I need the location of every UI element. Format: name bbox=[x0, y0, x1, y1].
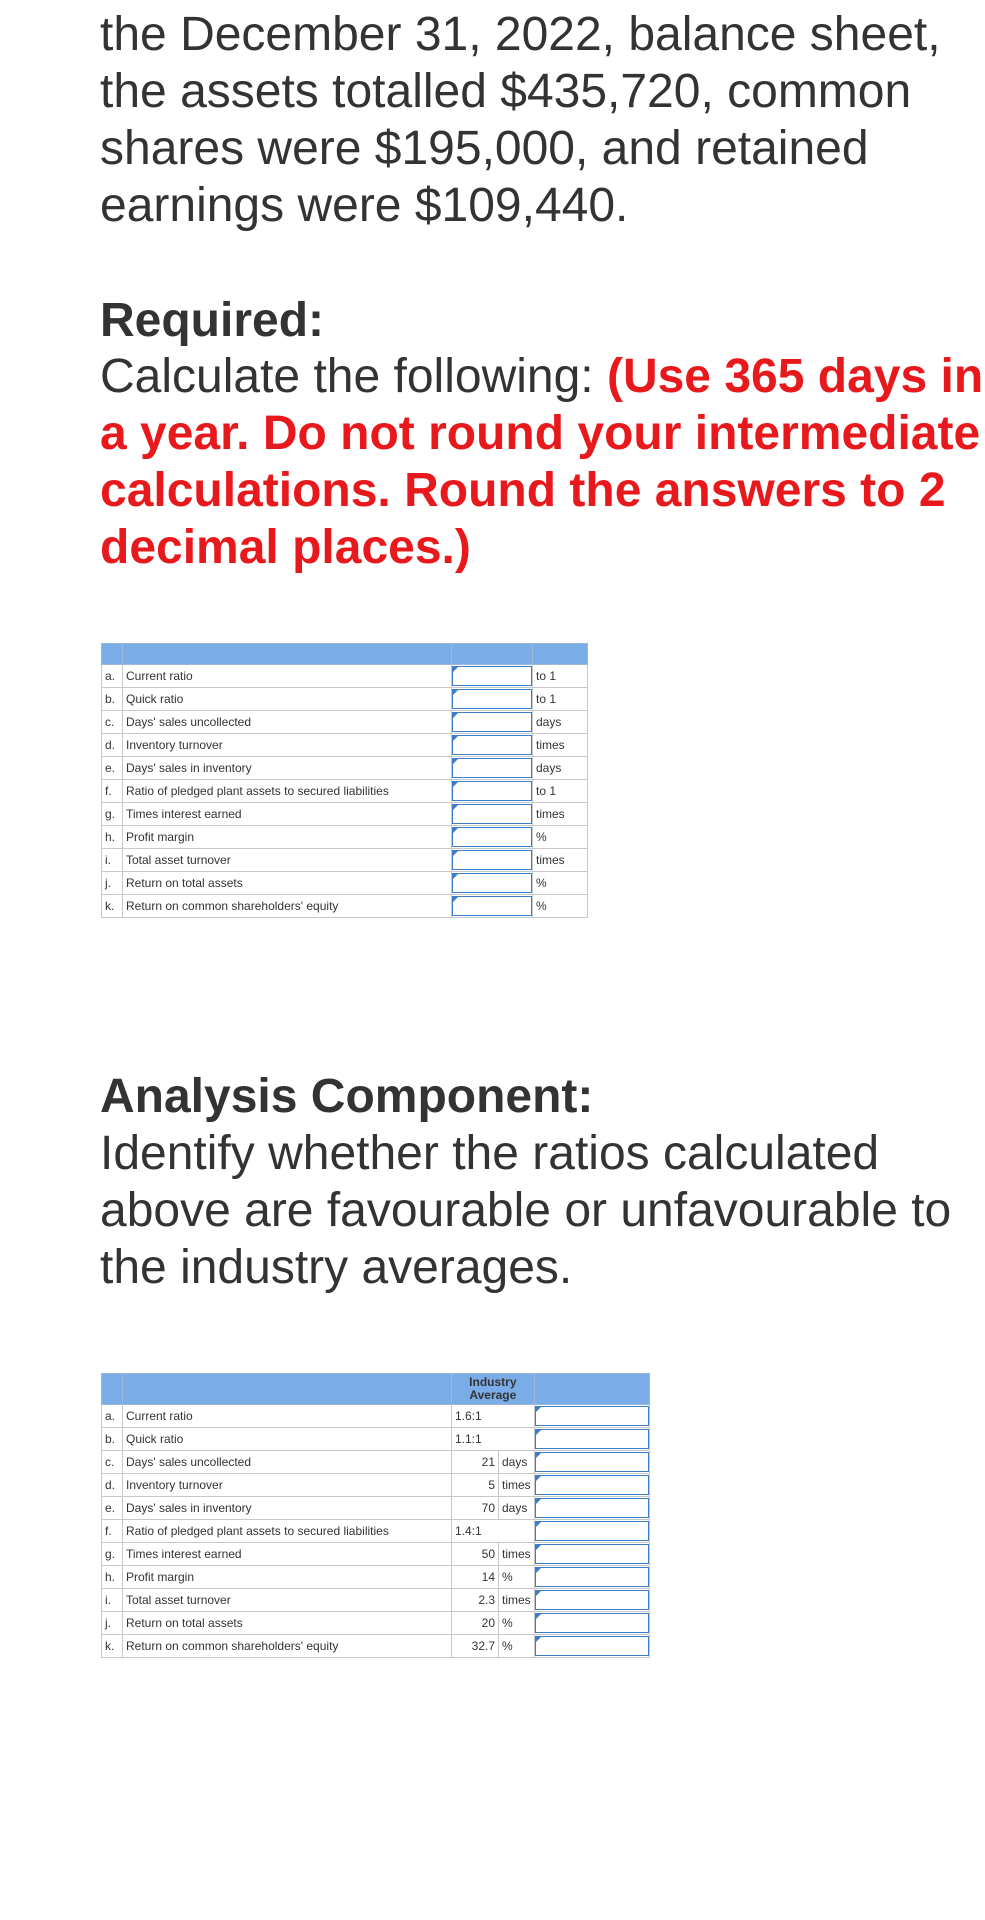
input-marker-icon bbox=[453, 804, 459, 810]
favourable-select-input[interactable] bbox=[535, 1544, 649, 1564]
row-unit: to 1 bbox=[533, 688, 588, 711]
row-letter: i. bbox=[102, 849, 123, 872]
row-label: Times interest earned bbox=[123, 1543, 452, 1566]
table-row bbox=[102, 1612, 650, 1635]
row-letter: e. bbox=[102, 1497, 123, 1520]
industry-average-unit: days bbox=[499, 1497, 535, 1520]
industry-average-value: 32.7 bbox=[452, 1635, 499, 1658]
row-letter: c. bbox=[102, 711, 123, 734]
intro-paragraph: the December 31, 2022, balance sheet, the assets totalled $435,720, common shares were $195,000, and retained earnings were $109,440. bbox=[100, 8, 941, 232]
industry-average-value: 2.3 bbox=[452, 1589, 499, 1612]
required-lead: Calculate the following: bbox=[100, 350, 607, 403]
row-letter: f. bbox=[102, 780, 123, 803]
input-marker-icon bbox=[453, 827, 459, 833]
answer-input[interactable] bbox=[452, 735, 532, 755]
input-marker-icon bbox=[453, 689, 459, 695]
answer-cell bbox=[452, 826, 533, 849]
table-row bbox=[102, 757, 588, 780]
row-unit: days bbox=[533, 711, 588, 734]
table-row bbox=[102, 1497, 650, 1520]
table-row bbox=[102, 1405, 650, 1428]
favourable-select-input[interactable] bbox=[535, 1590, 649, 1610]
row-unit: % bbox=[533, 895, 588, 918]
answer-input[interactable] bbox=[452, 689, 532, 709]
row-letter: d. bbox=[102, 734, 123, 757]
input-marker-icon bbox=[453, 666, 459, 672]
row-letter: h. bbox=[102, 1566, 123, 1589]
industry-average-value: 5 bbox=[452, 1474, 499, 1497]
row-label: Ratio of pledged plant assets to secured liabilities bbox=[123, 1520, 452, 1543]
answer-cell bbox=[452, 757, 533, 780]
favourable-select-cell bbox=[534, 1543, 649, 1566]
row-unit: times bbox=[533, 734, 588, 757]
favourable-select-input[interactable] bbox=[535, 1521, 649, 1541]
answer-input[interactable] bbox=[452, 827, 532, 847]
table-row bbox=[102, 1543, 650, 1566]
favourable-select-input[interactable] bbox=[535, 1498, 649, 1518]
industry-average-value: 21 bbox=[452, 1451, 499, 1474]
row-label: Total asset turnover bbox=[123, 849, 452, 872]
input-marker-icon bbox=[536, 1429, 542, 1435]
row-label: Inventory turnover bbox=[123, 734, 452, 757]
input-marker-icon bbox=[453, 850, 459, 856]
row-unit: to 1 bbox=[533, 665, 588, 688]
row-label: Current ratio bbox=[123, 665, 452, 688]
table-row bbox=[102, 711, 588, 734]
row-letter: b. bbox=[102, 1428, 123, 1451]
row-letter: c. bbox=[102, 1451, 123, 1474]
row-label: Return on total assets bbox=[123, 1612, 452, 1635]
input-marker-icon bbox=[536, 1613, 542, 1619]
input-marker-icon bbox=[536, 1636, 542, 1642]
input-marker-icon bbox=[536, 1452, 542, 1458]
favourable-select-cell bbox=[534, 1520, 649, 1543]
answer-cell bbox=[452, 895, 533, 918]
row-label: Profit margin bbox=[123, 1566, 452, 1589]
input-marker-icon bbox=[536, 1590, 542, 1596]
row-label: Return on common shareholders' equity bbox=[123, 895, 452, 918]
industry-average-value: 20 bbox=[452, 1612, 499, 1635]
input-marker-icon bbox=[536, 1475, 542, 1481]
row-label: Days' sales in inventory bbox=[123, 1497, 452, 1520]
industry-average-header-line2: Average bbox=[469, 1388, 517, 1402]
industry-average-unit: days bbox=[499, 1451, 535, 1474]
row-label: Profit margin bbox=[123, 826, 452, 849]
table-row bbox=[102, 1428, 650, 1451]
answer-cell bbox=[452, 711, 533, 734]
industry-average-unit: % bbox=[499, 1612, 535, 1635]
favourable-select-cell bbox=[534, 1589, 649, 1612]
required-rounding-note: (Use 365 days in a year. Do not round your intermediate calculations. Round the answers to 2 decimal places.) bbox=[100, 350, 984, 574]
answer-cell bbox=[452, 803, 533, 826]
required-instructions bbox=[100, 348, 985, 576]
favourable-select-input[interactable] bbox=[535, 1475, 649, 1495]
row-unit: times bbox=[533, 803, 588, 826]
industry-comparison-table bbox=[101, 1373, 650, 1658]
industry-average-value: 1.1:1 bbox=[452, 1428, 535, 1451]
row-label: Ratio of pledged plant assets to secured liabilities bbox=[123, 780, 452, 803]
row-letter: j. bbox=[102, 1612, 123, 1635]
answer-cell bbox=[452, 780, 533, 803]
industry-average-value: 70 bbox=[452, 1497, 499, 1520]
input-marker-icon bbox=[453, 896, 459, 902]
table-row bbox=[102, 826, 588, 849]
ratio-calculation-table bbox=[101, 643, 588, 918]
required-heading: Required: bbox=[100, 294, 325, 347]
favourable-select-cell bbox=[534, 1497, 649, 1520]
row-letter: j. bbox=[102, 872, 123, 895]
row-label: Quick ratio bbox=[123, 688, 452, 711]
favourable-select-cell bbox=[534, 1612, 649, 1635]
input-marker-icon bbox=[536, 1544, 542, 1550]
answer-input[interactable] bbox=[452, 873, 532, 893]
answer-cell bbox=[452, 688, 533, 711]
row-unit: times bbox=[533, 849, 588, 872]
table-row bbox=[102, 872, 588, 895]
row-label: Total asset turnover bbox=[123, 1589, 452, 1612]
analysis-instructions: Identify whether the ratios calculated above are favourable or unfavourable to the industry averages. bbox=[100, 1127, 952, 1294]
input-marker-icon bbox=[536, 1567, 542, 1573]
row-letter: b. bbox=[102, 688, 123, 711]
table-header-row bbox=[102, 1374, 650, 1405]
favourable-select-input[interactable] bbox=[535, 1406, 649, 1426]
table-row bbox=[102, 895, 588, 918]
row-letter: g. bbox=[102, 803, 123, 826]
row-letter: h. bbox=[102, 826, 123, 849]
favourable-select-cell bbox=[534, 1635, 649, 1658]
row-label: Return on common shareholders' equity bbox=[123, 1635, 452, 1658]
answer-cell bbox=[452, 665, 533, 688]
row-label: Current ratio bbox=[123, 1405, 452, 1428]
table-row bbox=[102, 734, 588, 757]
analysis-heading: Analysis Component: bbox=[100, 1070, 594, 1123]
row-label: Days' sales uncollected bbox=[123, 1451, 452, 1474]
answer-input[interactable] bbox=[452, 666, 532, 686]
row-unit: % bbox=[533, 826, 588, 849]
table-row bbox=[102, 803, 588, 826]
answer-cell bbox=[452, 849, 533, 872]
favourable-select-cell bbox=[534, 1405, 649, 1428]
answer-input[interactable] bbox=[452, 804, 532, 824]
row-label: Days' sales in inventory bbox=[123, 757, 452, 780]
row-letter: k. bbox=[102, 895, 123, 918]
answer-cell bbox=[452, 872, 533, 895]
input-marker-icon bbox=[536, 1521, 542, 1527]
input-marker-icon bbox=[453, 735, 459, 741]
answer-cell bbox=[452, 734, 533, 757]
input-marker-icon bbox=[453, 712, 459, 718]
row-label: Days' sales uncollected bbox=[123, 711, 452, 734]
industry-average-unit: times bbox=[499, 1543, 535, 1566]
row-letter: g. bbox=[102, 1543, 123, 1566]
industry-average-unit: times bbox=[499, 1589, 535, 1612]
answer-input[interactable] bbox=[452, 850, 532, 870]
industry-average-value: 1.4:1 bbox=[452, 1520, 535, 1543]
row-label: Return on total assets bbox=[123, 872, 452, 895]
table-row bbox=[102, 1520, 650, 1543]
industry-average-header-line1: Industry bbox=[469, 1375, 517, 1389]
row-letter: e. bbox=[102, 757, 123, 780]
answer-input[interactable] bbox=[452, 758, 532, 778]
row-label: Quick ratio bbox=[123, 1428, 452, 1451]
table-row bbox=[102, 665, 588, 688]
favourable-select-cell bbox=[534, 1566, 649, 1589]
table-row bbox=[102, 1474, 650, 1497]
table-row bbox=[102, 780, 588, 803]
row-label: Times interest earned bbox=[123, 803, 452, 826]
answer-input[interactable] bbox=[452, 712, 532, 732]
favourable-select-input[interactable] bbox=[535, 1613, 649, 1633]
industry-average-value: 1.6:1 bbox=[452, 1405, 535, 1428]
table-row bbox=[102, 1635, 650, 1658]
table-row bbox=[102, 1566, 650, 1589]
table-header-row bbox=[102, 644, 588, 665]
row-letter: k. bbox=[102, 1635, 123, 1658]
row-label: Inventory turnover bbox=[123, 1474, 452, 1497]
industry-average-header bbox=[452, 1374, 535, 1405]
favourable-select-input[interactable] bbox=[535, 1429, 649, 1449]
industry-average-value: 14 bbox=[452, 1566, 499, 1589]
table-row bbox=[102, 1451, 650, 1474]
input-marker-icon bbox=[453, 781, 459, 787]
favourable-select-cell bbox=[534, 1428, 649, 1451]
favourable-select-input[interactable] bbox=[535, 1636, 649, 1656]
favourable-select-input[interactable] bbox=[535, 1452, 649, 1472]
answer-input[interactable] bbox=[452, 896, 532, 916]
input-marker-icon bbox=[453, 873, 459, 879]
row-letter: a. bbox=[102, 1405, 123, 1428]
table-row bbox=[102, 688, 588, 711]
industry-average-unit: % bbox=[499, 1635, 535, 1658]
row-letter: i. bbox=[102, 1589, 123, 1612]
favourable-select-input[interactable] bbox=[535, 1567, 649, 1587]
table-row bbox=[102, 849, 588, 872]
input-marker-icon bbox=[536, 1406, 542, 1412]
industry-average-unit: % bbox=[499, 1566, 535, 1589]
row-letter: f. bbox=[102, 1520, 123, 1543]
table-row bbox=[102, 1589, 650, 1612]
row-unit: days bbox=[533, 757, 588, 780]
favourable-select-cell bbox=[534, 1451, 649, 1474]
row-letter: a. bbox=[102, 665, 123, 688]
answer-input[interactable] bbox=[452, 781, 532, 801]
row-unit: % bbox=[533, 872, 588, 895]
row-unit: to 1 bbox=[533, 780, 588, 803]
industry-average-unit: times bbox=[499, 1474, 535, 1497]
input-marker-icon bbox=[536, 1498, 542, 1504]
input-marker-icon bbox=[453, 758, 459, 764]
favourable-select-cell bbox=[534, 1474, 649, 1497]
row-letter: d. bbox=[102, 1474, 123, 1497]
industry-average-value: 50 bbox=[452, 1543, 499, 1566]
